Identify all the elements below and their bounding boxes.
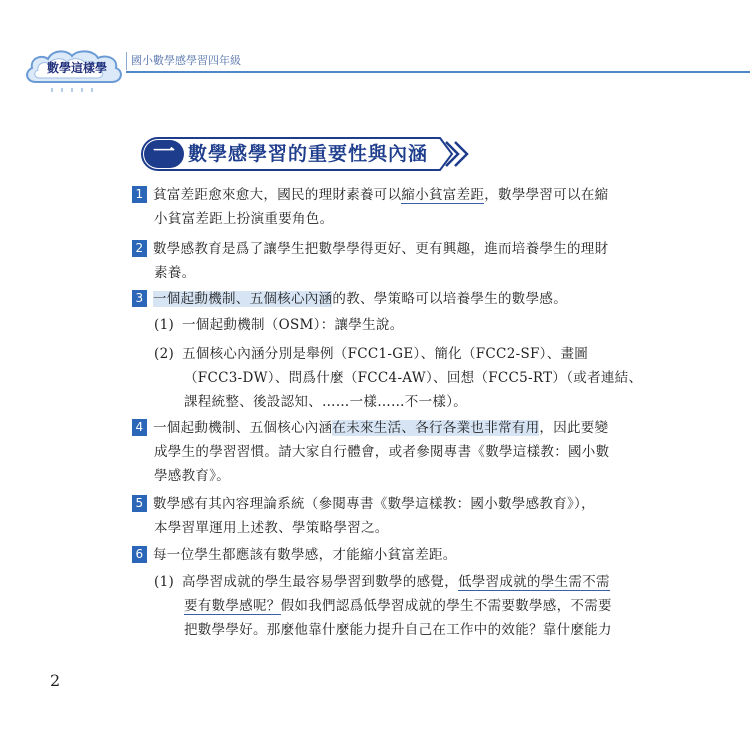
list-item-1: 1 貧富差距愈來愈大，國民的理財素養可以縮小貧富差距，數學學習可以在縮 小貧富差距上扮演重要角色。: [132, 183, 667, 231]
book-title: 國小數學感學習四年級: [131, 54, 241, 67]
item-number-badge: 5: [132, 495, 147, 512]
section-title: 數學感學習的重要性與內涵: [188, 143, 429, 165]
item-number-badge: 2: [132, 240, 147, 257]
emphasis-text: 要有數學感呢？: [184, 598, 281, 614]
item-number-badge: 4: [132, 419, 147, 436]
header-divider: [126, 52, 127, 70]
sub-item-3-1: (1) 一個起動機制（OSM）：讓學生說。: [154, 317, 404, 333]
emphasis-text: 縮小貧富差距: [401, 187, 485, 203]
item-number-badge: 3: [132, 290, 147, 307]
section-number: 一: [152, 140, 175, 165]
list-item-4: 4 一個起動機制、五個核心內涵在未來生活、各行各業也非常有用，因此要變 成學生的學習習慣。請大家自行體會，或者參閱專書《數學這樣教：國小數 學感教育》。: [132, 416, 667, 488]
page-number: 2: [50, 671, 61, 690]
logo-text: 數學這樣學: [46, 61, 107, 75]
list-item-2: 2 數學感教育是爲了讓學生把數學學得更好、更有興趣，進而培養學生的理財 素養。: [132, 237, 667, 285]
emphasis-text: 低學習成就的學生需不需: [458, 574, 610, 590]
item-number-badge: 6: [132, 546, 147, 563]
list-item-5: 5 數學感有其內容理論系統（參閱專書《數學這樣教：國小數學感教育》）， 本學習單運用上述教、學策略學習之。: [132, 492, 667, 540]
highlighted-text: 一個起動機制、五個核心內涵: [153, 291, 333, 307]
header-rule: [126, 71, 750, 73]
sub-item-6-1: (1) 高學習成就的學生最容易學習到數學的感覺，低學習成就的學生需不需 要有數學感呢？假如我們認爲低學習成就的學生不需要數學感，不需要 把數學學好。那麼他靠什麼能力提升自己在工作中的效能？靠什麼能力: [154, 574, 612, 638]
sub-item-3-2: (2) 五個核心內涵分別是舉例（FCC1-GE）、簡化（FCC2-SF）、畫圖 （FCC3-DW）、問爲什麼（FCC4-AW）、回想（FCC5-RT）（或者連結、 課程統整、後設認知、……一樣……不一樣）。: [154, 346, 643, 410]
list-item-6: 6 每一位學生都應該有數學感，才能縮小貧富差距。: [132, 543, 667, 567]
highlighted-text: 在未來生活、各行各業也非常有用: [332, 420, 540, 436]
list-item-3: 3 一個起動機制、五個核心內涵的教、學策略可以培養學生的數學感。: [132, 287, 667, 311]
item-number-badge: 1: [132, 186, 147, 203]
